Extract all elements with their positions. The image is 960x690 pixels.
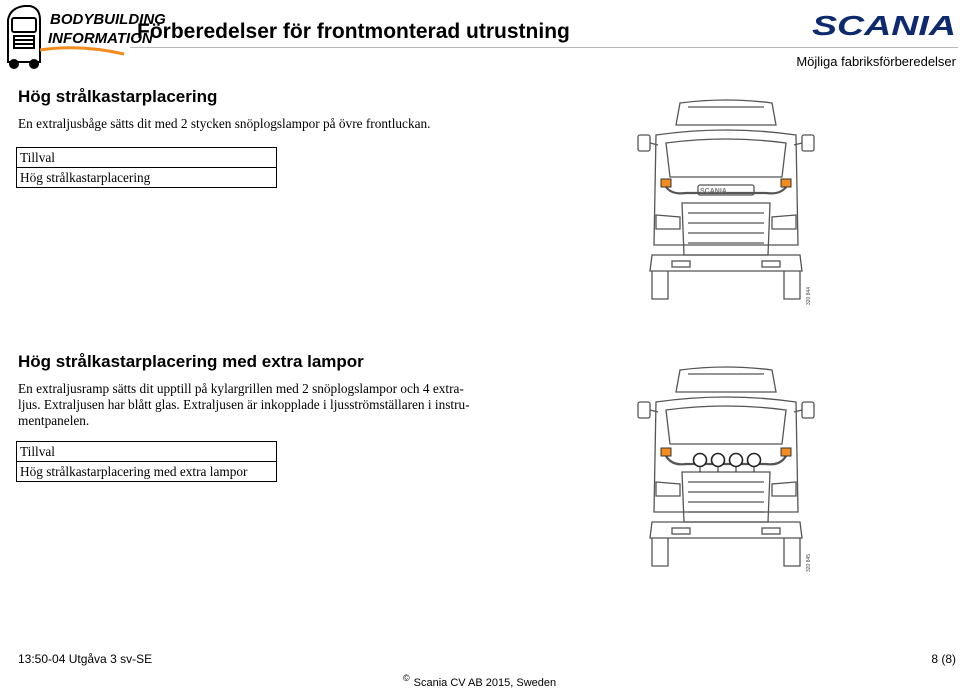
section-title-high-headlamp: Hög strålkastarplacering: [18, 87, 218, 106]
bodybuilding-information-logo: [0, 0, 166, 72]
copyright-notice: [403, 673, 557, 689]
option-value: Hög strålkastarplacering: [17, 168, 277, 188]
description-line: mentpanelen.: [18, 413, 90, 428]
logo-line1: BODYBUILDING: [50, 11, 166, 28]
section-description: En extraljusbåge sätts dit med 2 stycken snöplogslampor på övre frontluckan.: [18, 116, 431, 131]
logo-line2: INFORMATION: [48, 30, 153, 47]
option-table: [16, 147, 277, 188]
copyright-text: Scania CV AB 2015, Sweden: [413, 677, 557, 689]
option-header: Tillval: [17, 442, 277, 462]
figure-id: 320 845: [806, 553, 812, 572]
truck-front-illustration-high-lamps: [636, 95, 816, 310]
section-description: [18, 381, 488, 429]
option-table: [16, 441, 277, 482]
option-value: Hög strålkastarplacering med extra lampor: [17, 462, 277, 482]
description-line: En extraljusramp sätts dit upptill på kylargrillen med 2 snöplogslampor och 4 extra-: [18, 381, 464, 396]
copyright-symbol: ©: [403, 673, 410, 683]
page-title: Förberedelser för frontmonterad utrustning: [137, 20, 570, 43]
description-line: ljus. Extraljusen har blått glas. Extraljusen är inkopplade i ljusströmställaren i instru-: [18, 397, 470, 412]
document-number: 13:50-04 Utgåva 3 sv-SE: [18, 652, 153, 666]
page-subtitle: Möjliga fabriksförberedelser: [796, 54, 956, 69]
scania-wordmark: SCANIA: [812, 10, 956, 41]
option-header: Tillval: [17, 148, 277, 168]
svg-text:SCANIA: SCANIA: [700, 188, 727, 195]
figure-id: 320 844: [806, 286, 812, 305]
header-divider: [130, 47, 958, 48]
truck-front-illustration-extra-lamps: [636, 362, 816, 577]
scania-logo: [810, 10, 958, 40]
section-title-high-headlamp-extra: Hög strålkastarplacering med extra lampor: [18, 352, 364, 371]
page-number: 8 (8): [931, 652, 956, 666]
